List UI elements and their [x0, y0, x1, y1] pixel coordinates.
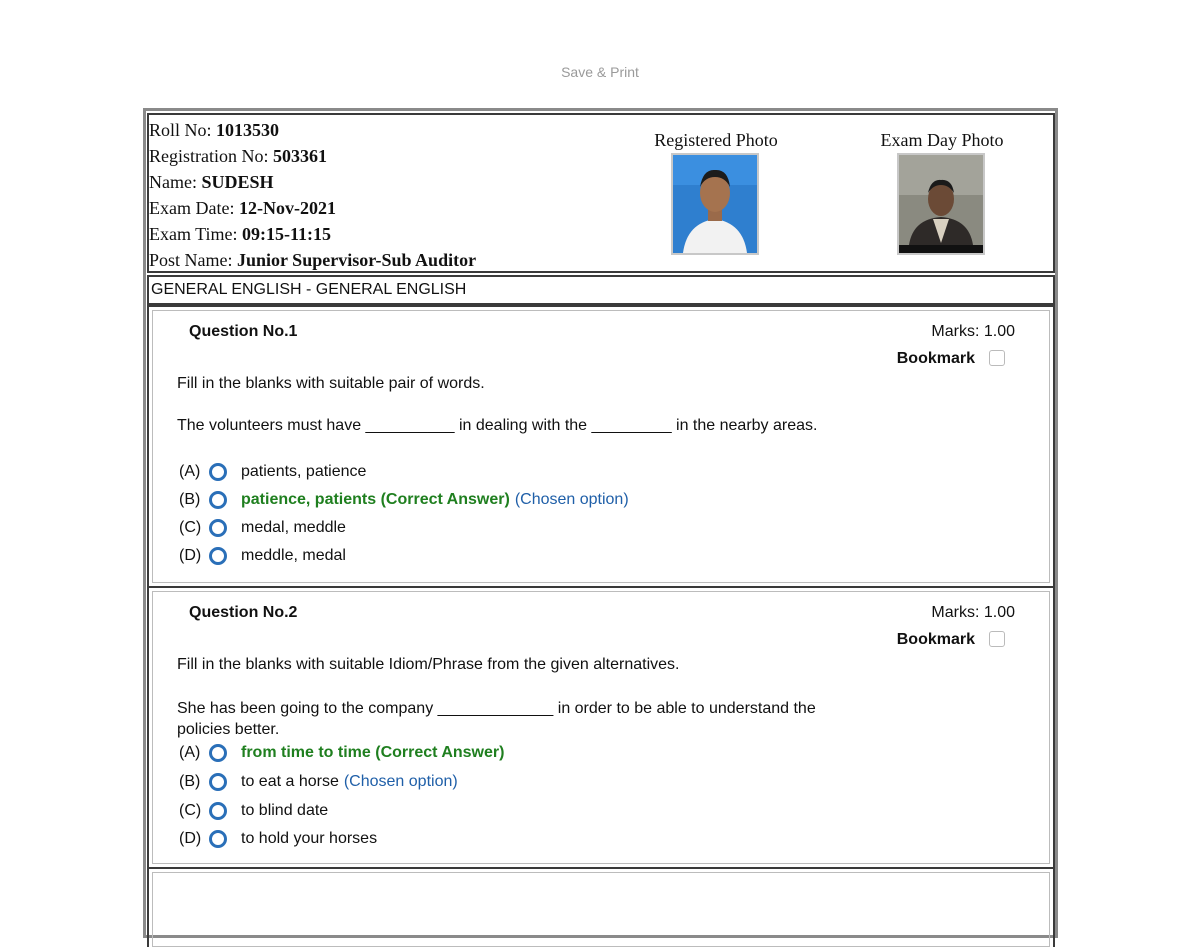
option-letter: (D): [179, 830, 202, 847]
exam-date-value: 12-Nov-2021: [238, 198, 336, 218]
exam-day-photo: [897, 153, 985, 255]
chosen-option-tag: (Chosen option): [343, 773, 458, 790]
question-number: Question No.1: [189, 323, 298, 340]
radio-icon[interactable]: [209, 519, 227, 537]
radio-icon[interactable]: [209, 830, 227, 848]
post-name-value: Junior Supervisor-Sub Auditor: [237, 250, 477, 270]
option-letter: (A): [179, 744, 201, 761]
name-label: Name:: [149, 172, 197, 192]
question-text: The volunteers must have __________ in dealing with the _________ in the nearby areas.: [177, 417, 818, 434]
exam-date-row: [149, 195, 476, 221]
bookmark-checkbox[interactable]: [989, 350, 1005, 366]
option-letter: (C): [179, 519, 202, 536]
registration-no-value: 503361: [273, 146, 327, 166]
registration-no-label: Registration No:: [149, 146, 269, 166]
radio-icon[interactable]: [209, 491, 227, 509]
roll-no-label: Roll No:: [149, 120, 212, 140]
post-name-row: [149, 247, 476, 273]
option-letter: (C): [179, 802, 202, 819]
radio-icon[interactable]: [209, 744, 227, 762]
option-text: to hold your horses: [241, 830, 378, 847]
option-text-correct: patience, patients (Correct Answer): [241, 491, 510, 508]
option-letter: (D): [179, 547, 202, 564]
save-print-button[interactable]: Save & Print: [561, 64, 639, 80]
question-card-1: [147, 305, 1055, 588]
section-title: GENERAL ENGLISH - GENERAL ENGLISH: [147, 275, 1055, 305]
option-text: patients, patience: [241, 463, 367, 480]
question-number: Question No.2: [189, 604, 298, 621]
option-text: to eat a horse: [241, 773, 339, 790]
option-b: [179, 772, 458, 792]
bookmark-label: Bookmark: [896, 631, 975, 648]
bookmark-label: Bookmark: [896, 350, 975, 367]
radio-icon[interactable]: [209, 547, 227, 565]
radio-icon[interactable]: [209, 773, 227, 791]
exam-day-photo-label: Exam Day Photo: [880, 130, 1004, 150]
exam-day-photo-image: [899, 155, 983, 253]
option-letter: (B): [179, 491, 201, 508]
exam-time-label: Exam Time:: [149, 224, 238, 244]
option-c: [179, 518, 346, 538]
option-text: meddle, medal: [241, 547, 346, 564]
roll-no-value: 1013530: [216, 120, 280, 140]
option-a: [179, 743, 504, 763]
option-text: to blind date: [241, 802, 329, 819]
question-card-3: [147, 867, 1055, 947]
option-text: medal, meddle: [241, 519, 346, 536]
option-letter: (B): [179, 773, 201, 790]
name-row: [149, 169, 476, 195]
option-c: [179, 801, 328, 821]
option-text-correct: from time to time (Correct Answer): [241, 744, 505, 761]
radio-icon[interactable]: [209, 802, 227, 820]
question-card-2: [147, 586, 1055, 869]
exam-time-row: [149, 221, 476, 247]
question-text: She has been going to the company _____________ in order to be able to understand the policies better.: [177, 700, 816, 738]
registered-photo: [671, 153, 759, 255]
option-a: [179, 462, 366, 482]
question-instruction: Fill in the blanks with suitable pair of words.: [177, 375, 485, 392]
chosen-option-tag: (Chosen option): [514, 491, 629, 508]
post-name-label: Post Name:: [149, 250, 233, 270]
roll-no-row: [149, 117, 476, 143]
question-card-inner: [152, 872, 1050, 947]
option-d: [179, 546, 346, 566]
registered-photo-image: [673, 155, 757, 253]
candidate-info: [149, 117, 476, 273]
name-value: SUDESH: [201, 172, 274, 192]
option-d: [179, 829, 377, 849]
exam-time-value: 09:15-11:15: [242, 224, 332, 244]
radio-icon[interactable]: [209, 463, 227, 481]
option-b: [179, 490, 629, 510]
registered-photo-label: Registered Photo: [654, 130, 778, 150]
bookmark-checkbox[interactable]: [989, 631, 1005, 647]
question-marks: Marks: 1.00: [931, 323, 1015, 340]
question-marks: Marks: 1.00: [931, 604, 1015, 621]
option-letter: (A): [179, 463, 201, 480]
exam-date-label: Exam Date:: [149, 198, 235, 218]
registration-no-row: [149, 143, 476, 169]
question-instruction: Fill in the blanks with suitable Idiom/Phrase from the given alternatives.: [177, 656, 680, 673]
